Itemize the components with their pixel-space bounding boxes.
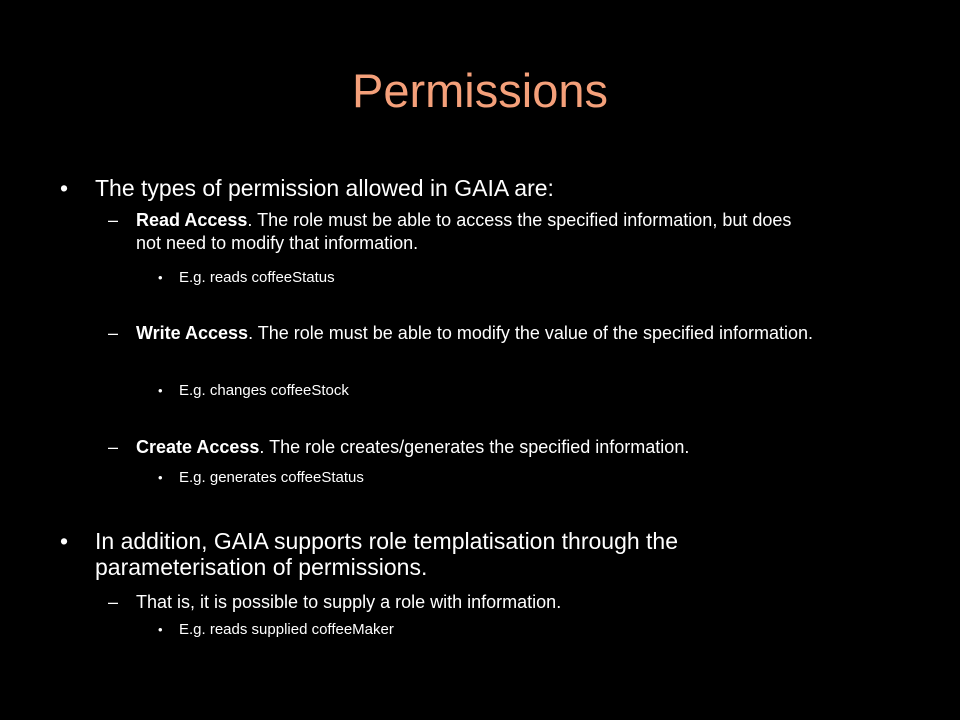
bullet-marker: • xyxy=(158,383,163,398)
permission-description: . The role must be able to modify the value of the specified information. xyxy=(248,323,814,343)
permission-description: . The role must be able to access the specified information, but does not need to modify that information. xyxy=(136,210,792,253)
example-text: E.g. generates coffeeStatus xyxy=(179,469,364,486)
bullet-marker: • xyxy=(158,622,163,637)
permission-label: Write Access xyxy=(136,323,249,343)
bullet-text: The types of permission allowed in GAIA are: xyxy=(95,175,554,201)
bullet-marker: • xyxy=(158,270,163,285)
example-text: E.g. changes coffeeStock xyxy=(179,382,349,399)
dash-marker: – xyxy=(108,437,119,457)
sub-bullet-text xyxy=(136,436,896,459)
permission-description: . The role creates/generates the specified information. xyxy=(259,437,690,457)
permission-label: Create Access xyxy=(136,437,260,457)
bullet-text: In addition, GAIA supports role templatisation through the parameterisation of permissions. xyxy=(95,528,679,580)
sub-bullet-text xyxy=(136,209,816,255)
sub-bullet-text: That is, it is possible to supply a role with information. xyxy=(136,592,562,612)
dash-marker: – xyxy=(108,210,119,230)
bullet-marker: • xyxy=(158,470,163,485)
example-text: E.g. reads coffeeStatus xyxy=(179,269,335,286)
bullet-marker: • xyxy=(60,175,69,201)
bullet-marker: • xyxy=(60,528,69,554)
sub-bullet-text xyxy=(136,322,816,345)
permission-label: Read Access xyxy=(136,210,248,230)
dash-marker: – xyxy=(108,592,119,612)
example-text: E.g. reads supplied coffeeMaker xyxy=(179,621,394,638)
slide-title: Permissions xyxy=(352,64,608,117)
dash-marker: – xyxy=(108,323,119,343)
